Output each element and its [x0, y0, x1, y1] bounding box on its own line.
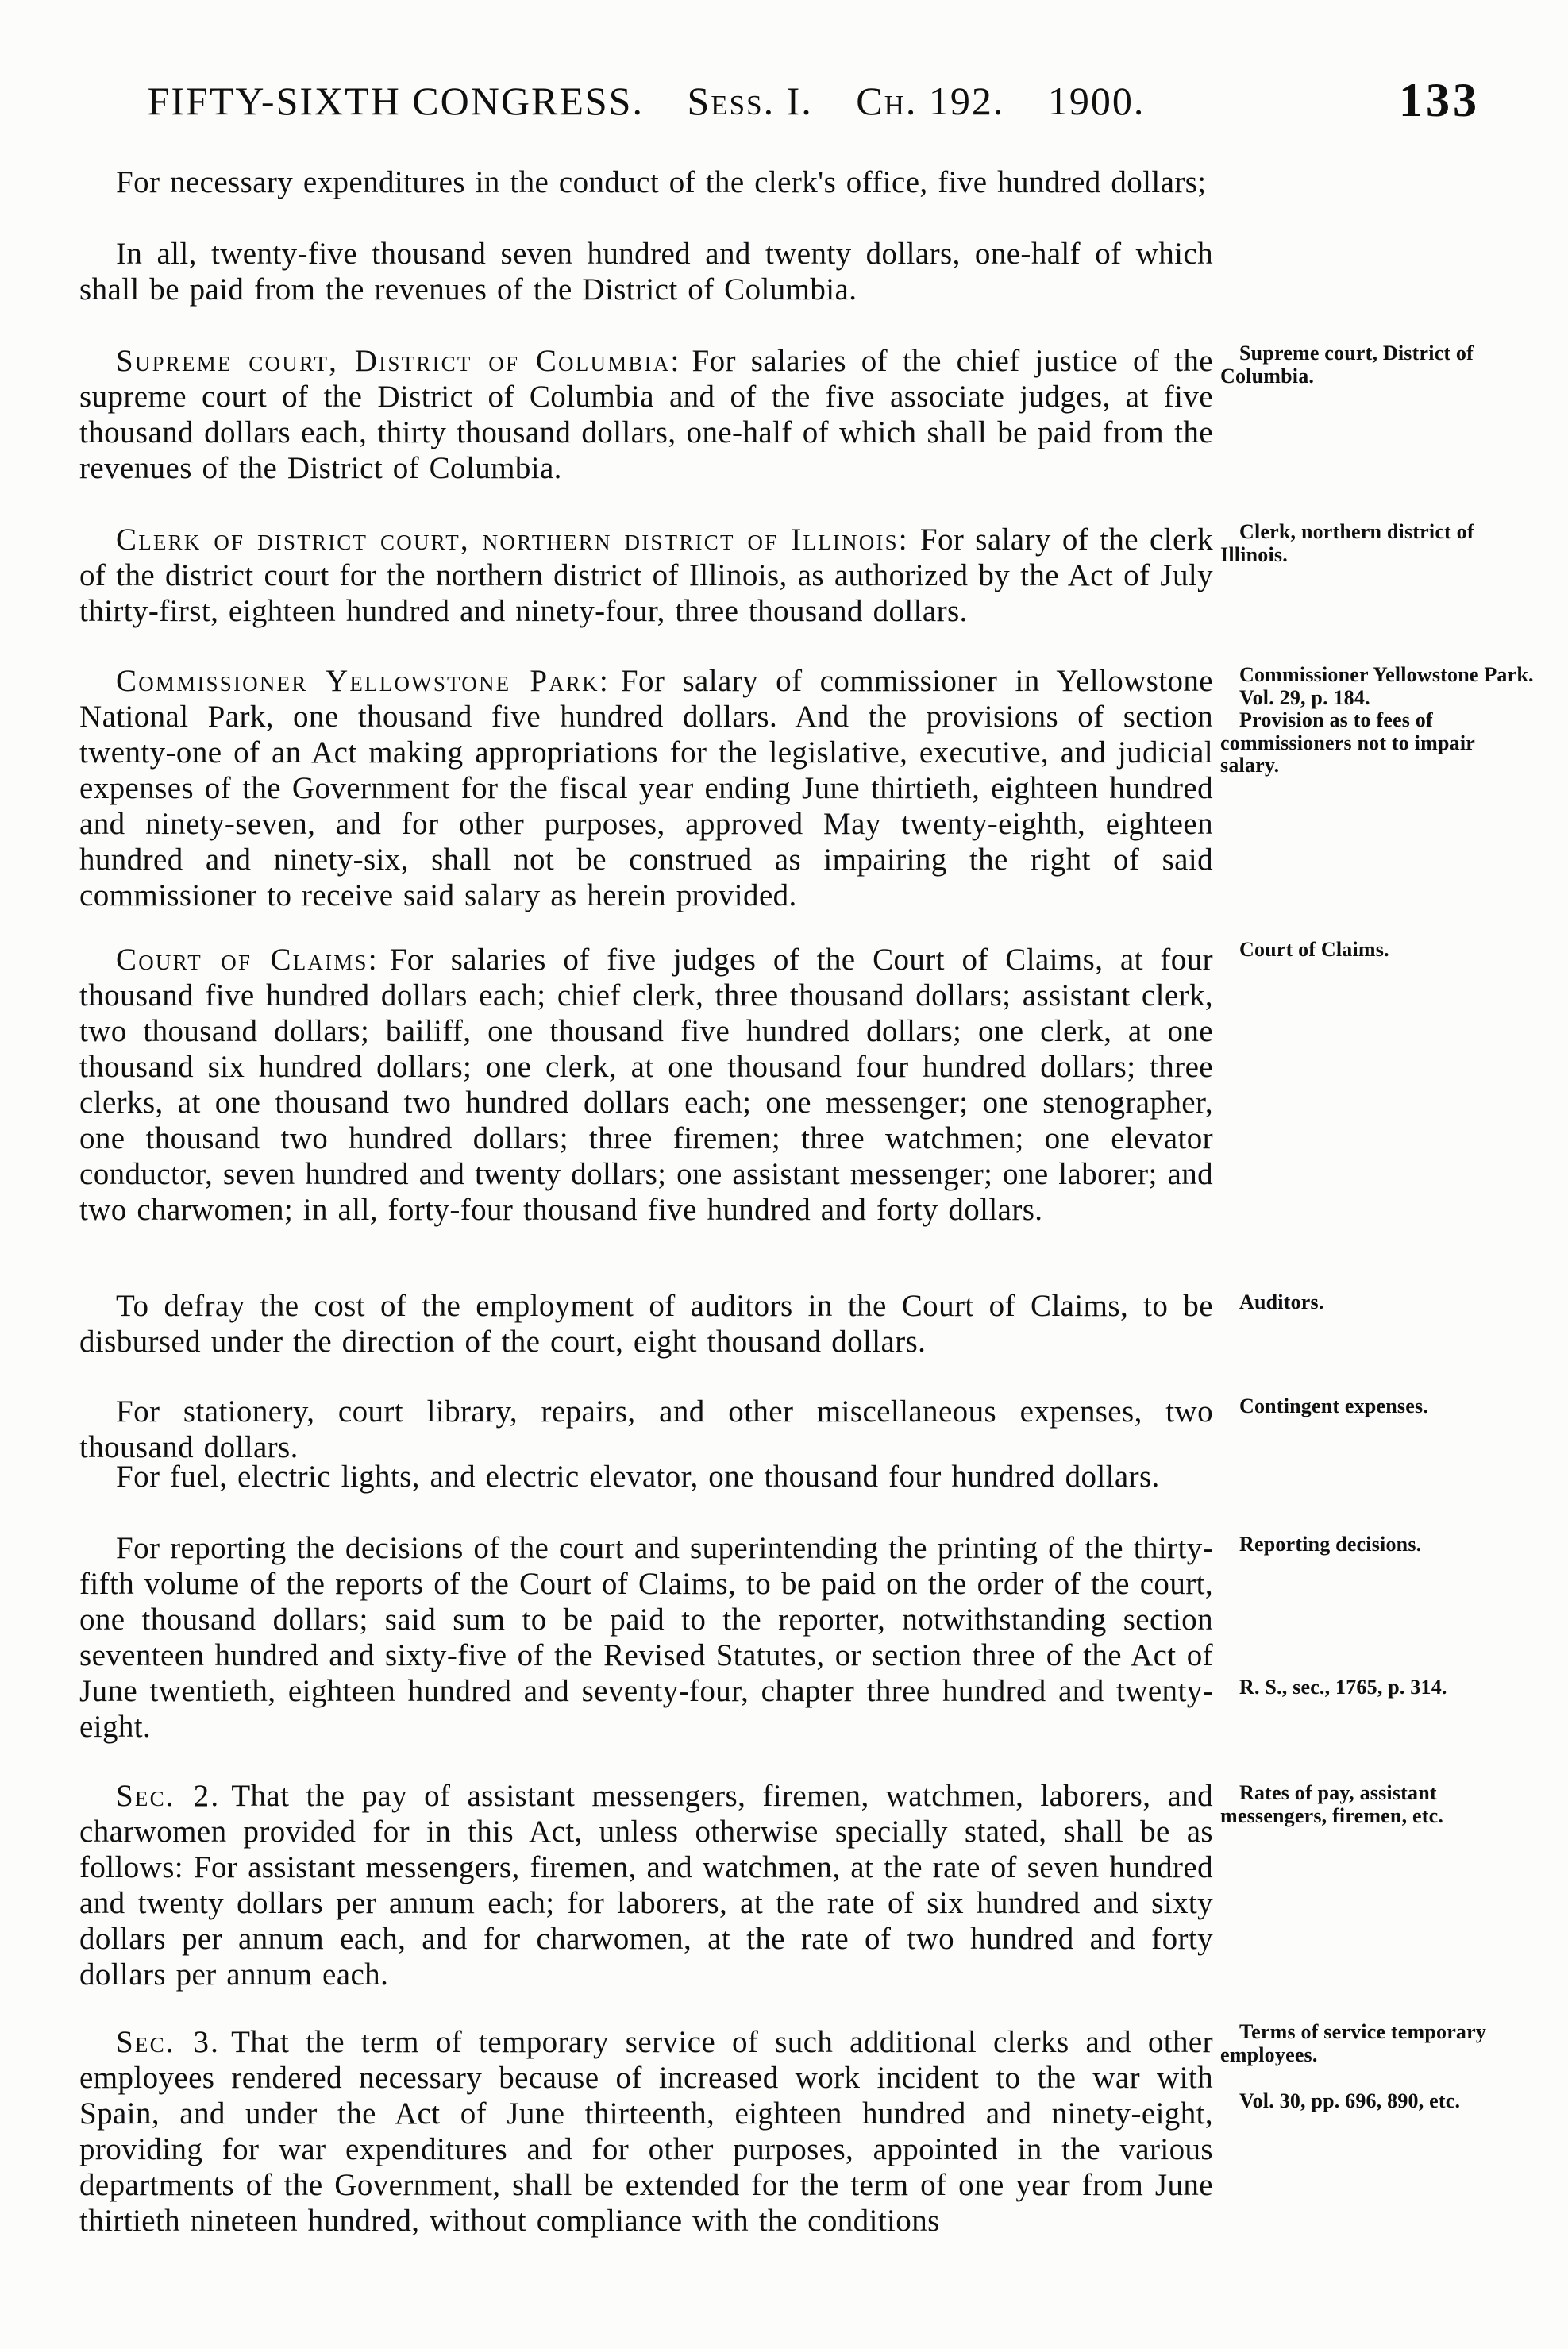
paragraph-text: For salaries of five judges of the Court of Claims, at four thousand five hundred dollars each; chief clerk, three thousand dollars; assistant clerk, two thousand dollars; bailiff, one thousand five hundred dollars; one clerk, at one thousand six hundred dollars; one clerk, at one thousand four hundred dollars; three clerks, at one thousand two hundred dollars each; one messenger; one stenographer, one thousand two hundred dollars; three firemen; three watchmen; one elevator conductor, seven hundred and twenty dollars; one assistant messenger; one laborer; and two charwomen; in all, forty-four thousand five hundred and forty dollars.: [79, 943, 1213, 1227]
note-clerk-illinois: [1220, 521, 1536, 566]
paragraph-text: For fuel, electric lights, and electric elevator, one thousand four hundred dollars.: [116, 1460, 1160, 1494]
paragraph-heading: Court of Claims:: [116, 943, 379, 977]
year-label: 1900.: [1047, 79, 1146, 123]
paragraph-heading: Commissioner Yellowstone Park:: [116, 664, 610, 698]
paragraph-text: For salary of commissioner in Yellowstone National Park, one thousand five hundred dollars. And the provisions of section twenty-one of an Act making appropriations for the legislative, executive, and judicial expenses of the Government for the fiscal year ending June thirtieth, eighteen hundred and ninety-seven, and for other purposes, approved May twenty-eighth, eighteen hundred and ninety-six, shall not be construed as impairing the right of said commissioner to receive said salary as herein provided.: [79, 664, 1213, 912]
paragraph-stationery: [79, 1394, 1213, 1465]
note-vol29-citation: Vol. 29, p. 184.: [1239, 685, 1370, 709]
note-text: Rates of pay, assistant messengers, firemen, etc.: [1220, 1781, 1444, 1827]
session-label: Sess. I.: [687, 79, 813, 123]
note-yellowstone-title: Commissioner Yellowstone Park.: [1239, 663, 1534, 686]
note-text: R. S., sec., 1765, p. 314.: [1239, 1676, 1447, 1699]
note-text: Supreme court, District of Columbia.: [1220, 341, 1474, 388]
note-supreme-court: [1220, 342, 1536, 388]
paragraph-text: For reporting the decisions of the court and superintending the printing of the thirty-fifth volume of the reports of the Court of Claims, to be paid on the order of the court, one thousand dollars; said sum to be paid to the reporter, notwithstanding section seventeen hundred and sixty-five of the Revised Statutes, or section three of the Act of June twentieth, eighteen hundred and seventy-four, chapter three hundred and twenty-eight.: [79, 1531, 1213, 1744]
paragraph-heading: Clerk of district court, northern district of Illinois:: [116, 523, 909, 557]
paragraph-court-of-claims: [79, 942, 1213, 1228]
running-head: [79, 78, 1213, 124]
note-court-of-claims: [1220, 939, 1536, 962]
note-text: Court of Claims.: [1239, 938, 1389, 961]
note-yellowstone-block: [1220, 664, 1536, 777]
paragraph-heading: Supreme court, District of Columbia:: [116, 344, 681, 378]
note-rates-of-pay: [1220, 1782, 1536, 1827]
chapter-label: Ch. 192.: [856, 79, 1005, 123]
note-auditors: [1220, 1291, 1536, 1314]
note-text: Reporting decisions.: [1239, 1533, 1422, 1556]
note-text: Vol. 30, pp. 696, 890, etc.: [1239, 2089, 1461, 2112]
congress-label: FIFTY-SIXTH CONGRESS.: [147, 79, 644, 123]
note-provision-fees: Provision as to fees of commissioners not to impair salary.: [1220, 708, 1475, 777]
note-text: Contingent expenses.: [1239, 1394, 1429, 1418]
paragraph-heading: Sec. 2.: [116, 1779, 221, 1813]
note-text: Terms of service temporary employees.: [1220, 2020, 1487, 2066]
paragraph-heading: Sec. 3.: [116, 2025, 221, 2059]
paragraph-commissioner-yellowstone: [79, 663, 1213, 913]
paragraph-text: For necessary expenditures in the conduct of the clerk's office, five hundred dollars;: [116, 165, 1207, 199]
note-contingent-expenses: [1220, 1395, 1536, 1418]
paragraph-fuel-lights: [79, 1459, 1213, 1495]
paragraph-clerks-office: [79, 164, 1213, 200]
note-reporting-decisions: [1220, 1533, 1536, 1556]
paragraph-in-all-total: [79, 236, 1213, 307]
paragraph-sec3-temporary-service: [79, 2024, 1213, 2239]
note-text: Auditors.: [1239, 1290, 1324, 1313]
paragraph-text: For salaries of the chief justice of the supreme court of the District of Columbia and of the five associate judges, at five thousand dollars each, thirty thousand dollars, one-half of which shall be paid from the revenues of the District of Columbia.: [79, 344, 1213, 485]
note-rs-sec-1765: [1220, 1676, 1536, 1699]
paragraph-text: That the term of temporary service of such additional clerks and other employees rendered necessary because of increased work incident to the war with Spain, and under the Act of June thirteenth, eighteen hundred and ninety-eight, providing for war expenditures and for other purposes, appointed in the various departments of the Government, shall be extended for the term of one year from June thirtieth nineteen hundred, without compliance with the conditions: [79, 2025, 1214, 2238]
note-terms-of-service: [1220, 2021, 1536, 2066]
paragraph-clerk-northern-illinois: [79, 522, 1213, 629]
paragraph-auditors-defray: [79, 1288, 1213, 1360]
note-vol30-citation: [1220, 2090, 1536, 2113]
paragraph-reporting-decisions: [79, 1530, 1213, 1745]
paragraph-text: For stationery, court library, repairs, and other miscellaneous expenses, two thousand dollars.: [79, 1394, 1213, 1464]
paragraph-supreme-court-dc: [79, 343, 1213, 486]
paragraph-text: For salary of the clerk of the district court for the northern district of Illinois, as authorized by the Act of July thirty-first, eighteen hundred and ninety-four, three thousand dollars.: [79, 523, 1214, 628]
paragraph-text: In all, twenty-five thousand seven hundred and twenty dollars, one-half of which shall be paid from the revenues of the District of Columbia.: [79, 237, 1213, 307]
paragraph-text: To defray the cost of the employment of auditors in the Court of Claims, to be disbursed under the direction of the court, eight thousand dollars.: [79, 1289, 1213, 1359]
page-number: 133: [1399, 74, 1480, 126]
paragraph-text: That the pay of assistant messengers, firemen, watchmen, laborers, and charwomen provided for in this Act, unless otherwise specially stated, shall be as follows: For assistant messengers, firemen, and watchmen, at the rate of seven hundred and twenty dollars per annum each; for laborers, at the rate of six hundred and sixty dollars per annum each, and for charwomen, at the rate of two hundred and forty dollars per annum each.: [79, 1779, 1213, 1992]
paragraph-sec2-rates-of-pay: [79, 1778, 1213, 1992]
note-text: Clerk, northern district of Illinois.: [1220, 520, 1474, 566]
